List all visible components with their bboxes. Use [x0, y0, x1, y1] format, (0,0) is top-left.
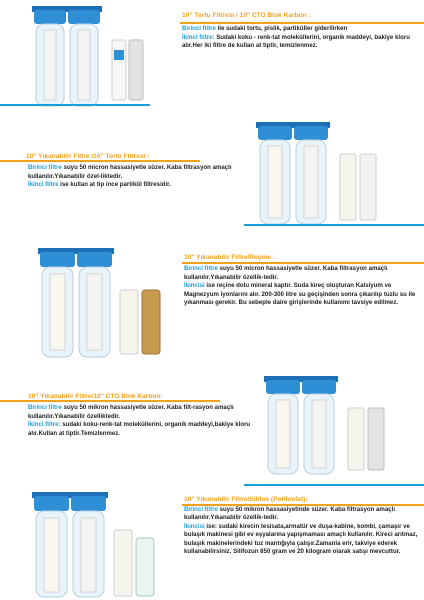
product-section-3 [0, 236, 424, 376]
section-title: 10'' Yıkanabilir Filtre/Silifos (Polifosfat): [184, 496, 308, 503]
section-title: 10'' Yıkanabilir Filtre /10'' Tortu Filtresi : [26, 153, 150, 160]
section-divider [0, 104, 150, 106]
section-title: 10'' Tortu Filtresi / 10'' CTO Blok Karbon : [182, 12, 311, 19]
product-image-1 [28, 4, 148, 114]
product-image-3 [36, 246, 166, 364]
title-underline [0, 400, 220, 402]
title-underline [0, 160, 200, 162]
section-description: Birinci filtre suyu 50 micron hassasiyetle süzer. Kaba filtrasyon amaçlı kullanılır.Yıkanabilir özellik-tedir. İkincisi ise reçine dolu mineral kaptır. Suda kireç oluşturan Kalsiyum ve Magnezyum iyonlarını alır. 200-300 litre su geçişinden sonra çıkarılıp tuzlu su ile yıkanması gerekir. Bu sebeple daire girişlerinde kullanımı tavsiye edilmez. [184, 265, 416, 307]
filter-cartridges [112, 40, 143, 100]
title-underline [182, 262, 424, 264]
product-section-1 [0, 0, 424, 120]
title-underline [180, 22, 424, 24]
section-description: Birinci filtre suyu 50 micron hassasiyetle süzer. Kaba filtrasyon amaçlı kullanılır.Yıkanabilir özel-liktedir. İkinci filtre ise kullan at tip ince partikül filtresidir. [28, 164, 232, 189]
product-image-4 [262, 374, 390, 480]
section-divider [244, 224, 424, 226]
product-image-2 [254, 120, 380, 230]
filter-housing-left [32, 6, 102, 106]
section-divider [244, 484, 424, 486]
section-title: 10'' Yıkanabilir Filtre/10'' CTO Blok Karbon: [28, 393, 163, 400]
product-image-5 [30, 490, 160, 600]
section-description: Birinci filtre suyu 50 mikron hassasiyetinde süzer. Kaba filtrasyon amaçlı kullanılır.Yıkanabilir özellik-tedir. İkincisi ise: sudaki kirecin tesisata,armatür ve duşa-kabine, kombi, çamaşır ve bulaşık makinesi gibi ev eşyalarına yapışmaması amaçlı kullanılır. Kireci arıtmaz, bulaşık makinelerindeki tuz mantığıyla çalışır.Zamanla erir, takviye ederek kullanabilirsiniz. Silifozun 850 gram ve 20 kilogram olarak satışı mevcuttur. [184, 506, 418, 556]
section-title: 10'' Yıkanabilir Filtre/Reçine : [184, 254, 275, 261]
section-description: Birinci filtre suyu 50 mikron hassasiyetle süzer. Kaba filt-rasyon amaçlı kullanılır.Yıkanabilir özelliktedir. İkinci filtre: sudaki koku-renk-tat moleküllerini, organik maddeyi,bakiye kloru alır.Kullan at tiptir.Temizlenmez. [28, 404, 251, 437]
product-section-5 [0, 488, 424, 600]
product-section-4 [0, 374, 424, 484]
product-section-2 [0, 118, 424, 236]
section-description: Birinci filtre ile sudaki tortu, pislik, partiküller giderilirken İkinci filtre: Sudaki koku - renk-tat moleküllerini, organik maddeyi, bakiye kloru alır.Her iki filtre de kullan at tiptir, temizlenmez. [182, 25, 410, 50]
